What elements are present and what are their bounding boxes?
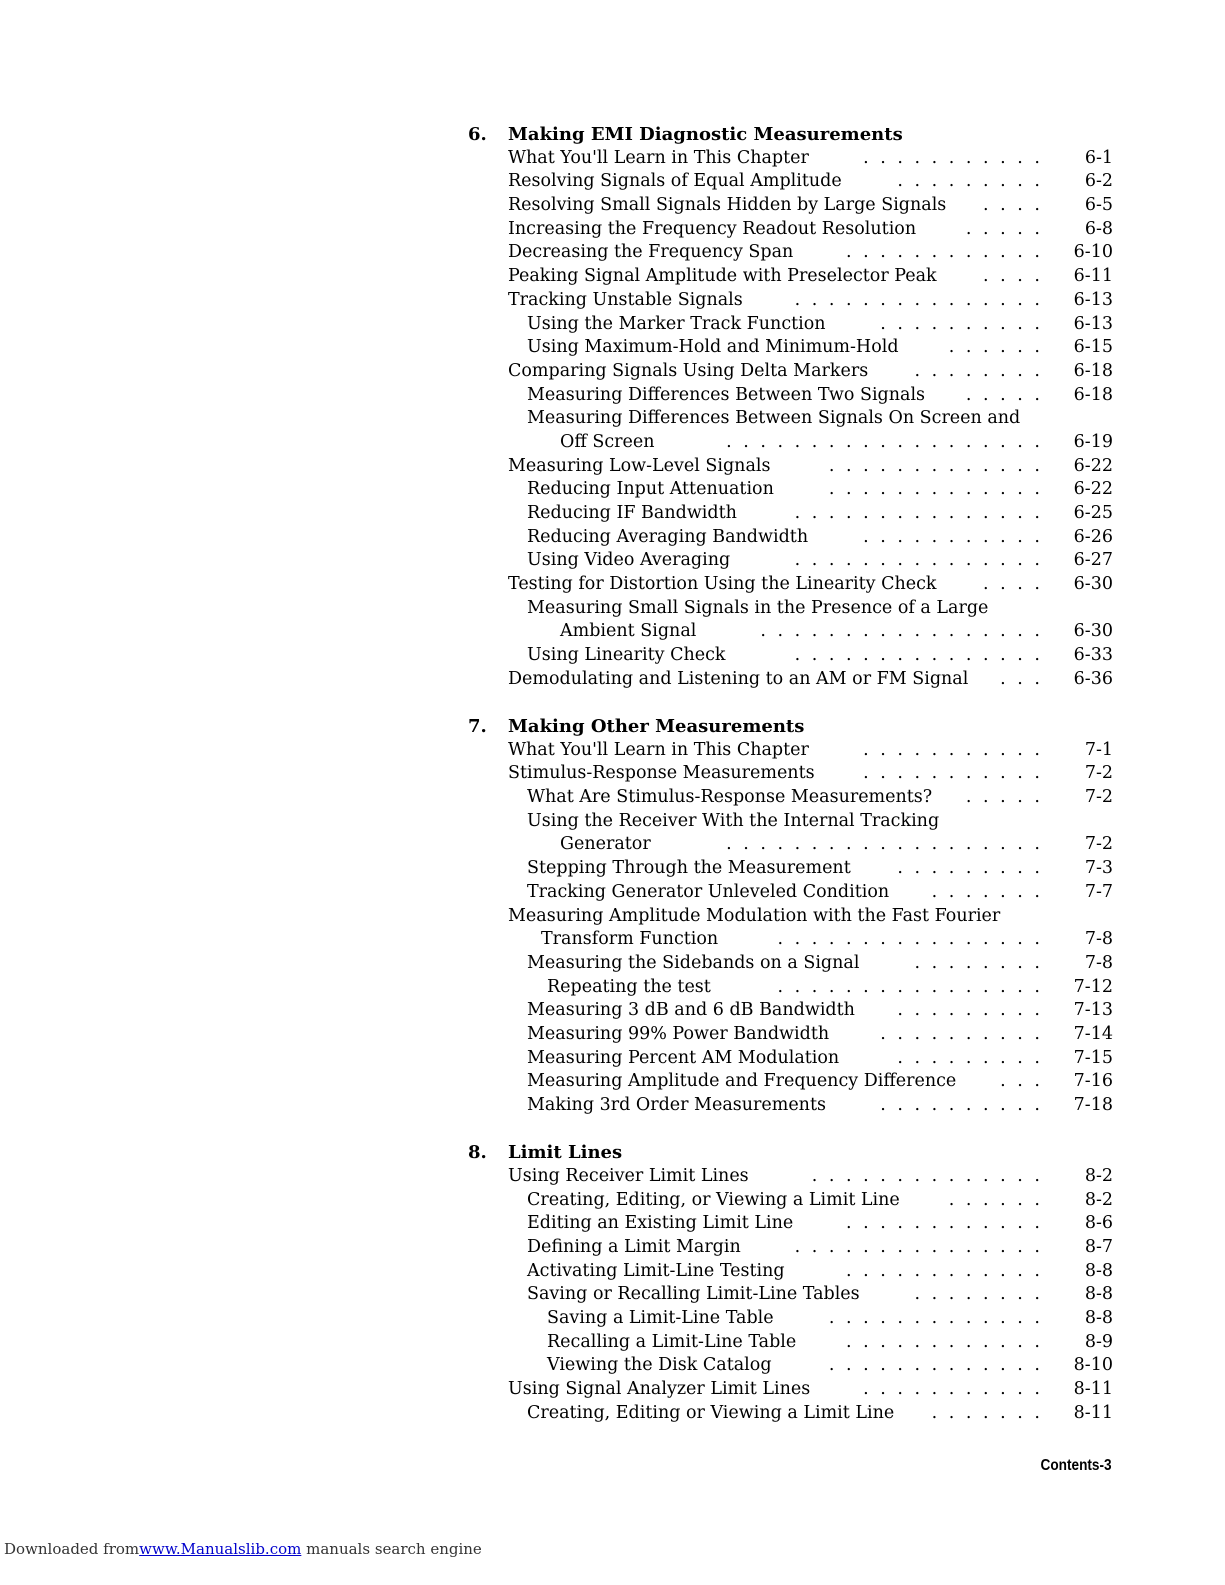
toc-entry[interactable] [468, 1236, 1113, 1260]
toc-entry-title: Stimulus-Response Measurements [508, 763, 815, 784]
toc-entry[interactable] [468, 1165, 1113, 1189]
toc-page-number: 6-33 [1073, 645, 1113, 666]
toc-page-number: 8-2 [1084, 1189, 1113, 1210]
dot-leader: . . . . [983, 266, 1040, 287]
chapter-heading[interactable] [468, 123, 1113, 147]
toc-entry[interactable] [468, 1070, 1113, 1094]
dot-leader: . . . . . . . . . . . . . . . [794, 645, 1040, 666]
toc-page-number: 6-13 [1073, 289, 1113, 310]
dot-leader: . . . . . . . . . . . . . . . . [777, 976, 1040, 997]
chapter-heading[interactable] [468, 715, 1113, 739]
toc-entry[interactable] [468, 762, 1113, 786]
dot-leader: . . . . . . [948, 337, 1040, 358]
toc-entry-title: Using the Marker Track Function [527, 313, 826, 334]
toc-page-number: 7-1 [1084, 739, 1113, 760]
dot-leader: . . . . . . . . . . . . [846, 242, 1040, 263]
toc-page-number: 8-8 [1084, 1308, 1113, 1328]
toc-entry-title: What You'll Learn in This Chapter [508, 147, 809, 168]
dot-leader: . . . . . . . . . . . . . . . . . . . [726, 834, 1040, 855]
toc-entry-title: Viewing the Disk Catalog [547, 1355, 772, 1376]
toc-page-number: 6-26 [1073, 526, 1113, 547]
toc-entry[interactable] [468, 1094, 1113, 1118]
toc-entry-title: What Are Stimulus-Response Measurements? [527, 787, 933, 808]
toc-page-number: 6-30 [1073, 574, 1113, 595]
toc-entry[interactable] [468, 478, 1113, 502]
dot-leader: . . . . . [965, 218, 1040, 239]
toc-entry-title: Using the Receiver With the Internal Tracking [527, 810, 940, 831]
toc-page-number: 7-3 [1084, 858, 1113, 879]
dot-leader: . . . . [983, 574, 1040, 595]
toc-entry-title: Decreasing the Frequency Span [508, 242, 794, 263]
dot-leader: . . . . . . . . . [897, 1000, 1040, 1021]
toc-page-number: 7-14 [1073, 1023, 1113, 1044]
toc-entry[interactable] [468, 928, 1113, 952]
toc-entry[interactable] [468, 999, 1113, 1023]
toc-entry[interactable] [468, 336, 1113, 360]
toc-entry[interactable] [468, 289, 1113, 313]
toc-page-number: 6-22 [1073, 479, 1113, 500]
toc-entry-title: Measuring 99% Power Bandwidth [527, 1023, 830, 1044]
toc-entry-title: Reducing Averaging Bandwidth [527, 526, 809, 547]
toc-page-number: 8-11 [1073, 1402, 1113, 1423]
toc-entry-title: Saving or Recalling Limit-Line Tables [527, 1284, 860, 1305]
dot-leader: . . . . . . . [931, 1402, 1040, 1423]
toc-entry-title: Tracking Generator Unleveled Condition [527, 881, 890, 902]
chapter-section [468, 123, 1113, 692]
toc-page-number: 6-1 [1084, 147, 1113, 168]
dot-leader: . . . . . . . . . . . . [846, 1260, 1040, 1281]
dot-leader: . . . . . . . . . . . [863, 147, 1040, 168]
toc-entry-title: Editing an Existing Limit Line [527, 1213, 794, 1234]
toc-entry[interactable] [468, 313, 1113, 337]
toc-entry[interactable] [468, 1378, 1113, 1402]
toc-page-number: 7-2 [1084, 834, 1113, 855]
toc-entry-title: Making 3rd Order Measurements [527, 1095, 826, 1115]
toc-entry-title: Transform Function [541, 929, 719, 950]
toc-entry[interactable] [468, 644, 1113, 668]
toc-entry[interactable] [468, 194, 1113, 218]
toc-entry-title: Creating, Editing or Viewing a Limit Line [527, 1402, 895, 1423]
toc-entry[interactable] [468, 431, 1113, 455]
dot-leader: . . . . . . . . . . . [863, 1379, 1040, 1400]
dot-leader: . . . . . . . . . . . . . . . [794, 503, 1040, 523]
toc-entry-title: Measuring Differences Between Signals On Screen and [527, 408, 1021, 429]
toc-entry[interactable] [468, 407, 1113, 431]
toc-page-number: 6-19 [1073, 431, 1113, 452]
toc-entry[interactable] [468, 241, 1113, 265]
toc-entry[interactable] [468, 952, 1113, 976]
dot-leader: . . . . . [965, 787, 1040, 808]
dot-leader: . . . . . . . . . . . . . . . . . [760, 621, 1040, 642]
dot-leader: . . . . . . . . . [897, 858, 1040, 879]
toc-entry-title: Generator [560, 834, 651, 855]
toc-entry-title: Using Linearity Check [527, 645, 726, 666]
toc-entry[interactable] [468, 1212, 1113, 1236]
toc-entry-title: Using Receiver Limit Lines [508, 1165, 749, 1186]
toc-entry[interactable] [468, 786, 1113, 810]
toc-entry[interactable] [468, 1047, 1113, 1071]
dot-leader: . . . . . . . . . . . . [846, 1213, 1040, 1234]
toc-page-number: 7-18 [1073, 1095, 1113, 1115]
toc-entry-title: Measuring Low-Level Signals [508, 455, 771, 476]
toc-entry-title: Repeating the test [547, 976, 711, 997]
toc-entry[interactable] [468, 1189, 1113, 1213]
dot-leader: . . . . . . . . . . . . . [828, 1355, 1040, 1376]
dot-leader: . . . . . . . . . . . . . . [811, 1165, 1040, 1186]
toc-entry[interactable] [468, 620, 1113, 644]
toc-entry-title: Measuring 3 dB and 6 dB Bandwidth [527, 1000, 855, 1021]
toc-entry-title: Activating Limit-Line Testing [527, 1260, 785, 1281]
toc-page-number: 6-36 [1073, 668, 1113, 689]
chapter-number: 7. [468, 716, 487, 737]
dot-leader: . . . . . . . . . . . . . . . [794, 289, 1040, 310]
dot-leader: . . . . . . . . [914, 360, 1040, 381]
chapter-number: 8. [468, 1142, 487, 1164]
toc-entry-title: Tracking Unstable Signals [508, 289, 743, 310]
toc-entry[interactable] [468, 384, 1113, 408]
dot-leader: . . . . . [965, 384, 1040, 405]
toc-page-number: 7-16 [1073, 1071, 1113, 1092]
toc-entry[interactable] [468, 976, 1113, 1000]
toc-page-number: 7-8 [1084, 929, 1113, 950]
dot-leader: . . . . . . . . [914, 1284, 1040, 1305]
toc-page-number: 6-8 [1084, 218, 1113, 239]
chapter-title: Making Other Measurements [508, 716, 805, 737]
chapter-title: Limit Lines [508, 1142, 623, 1164]
toc-entry-title: Stepping Through the Measurement [527, 858, 851, 879]
toc-entry[interactable] [468, 833, 1113, 857]
toc-entry[interactable] [468, 1354, 1113, 1378]
toc-page-number: 8-9 [1084, 1331, 1113, 1352]
toc-page-number: 8-10 [1073, 1355, 1113, 1376]
toc-entry-title: Resolving Signals of Equal Amplitude [508, 171, 842, 192]
toc-page-number: 7-15 [1073, 1047, 1113, 1068]
toc-page-number: 6-2 [1084, 171, 1113, 192]
toc-page-number: 7-7 [1084, 881, 1113, 902]
toc-page-number: 6-22 [1073, 455, 1113, 476]
toc-page-number: 7-13 [1073, 1000, 1113, 1021]
toc-entry-title: Saving a Limit-Line Table [547, 1308, 774, 1328]
toc-page-number: 6-11 [1073, 266, 1113, 287]
toc-entry-title: Peaking Signal Amplitude with Preselector Peak [508, 266, 937, 287]
toc-entry-title: Comparing Signals Using Delta Markers [508, 360, 869, 381]
dot-leader: . . . . . . . . . . . . . . . . [777, 929, 1040, 950]
toc-entry[interactable] [468, 1023, 1113, 1047]
toc-entry-title: Using Maximum-Hold and Minimum-Hold [527, 337, 899, 358]
toc-entry-title: Defining a Limit Margin [527, 1236, 741, 1257]
toc-entry-title: Measuring Small Signals in the Presence of a Large [527, 597, 989, 618]
dot-leader: . . . . . . . . . . [880, 1095, 1040, 1115]
download-notice [4, 1540, 482, 1558]
toc-entry[interactable] [468, 905, 1113, 929]
dot-leader: . . . . . . . . . . [880, 313, 1040, 334]
toc-entry[interactable] [468, 1307, 1113, 1331]
toc-page-number: 7-2 [1084, 763, 1113, 784]
toc-entry[interactable] [468, 810, 1113, 834]
toc-page-number: 6-5 [1084, 195, 1113, 216]
toc-entry-title: Measuring the Sidebands on a Signal [527, 952, 860, 973]
toc-entry-title: What You'll Learn in This Chapter [508, 739, 809, 760]
download-prefix: Downloaded from [4, 1540, 140, 1558]
dot-leader: . . . . . . . . . [897, 171, 1040, 192]
dot-leader: . . . . . . . . . . . [863, 739, 1040, 760]
toc-entry[interactable] [468, 502, 1113, 526]
dot-leader: . . . . . . . . . . . . . . . . . . . [726, 431, 1040, 452]
toc-page-number: 6-27 [1073, 550, 1113, 571]
toc-entry[interactable] [468, 739, 1113, 763]
toc-page-number: 7-8 [1084, 952, 1113, 973]
toc-entry-title: Resolving Small Signals Hidden by Large Signals [508, 195, 947, 216]
toc-entry-title: Reducing Input Attenuation [527, 479, 774, 500]
dot-leader: . . . . . . [948, 1189, 1040, 1210]
toc-entry[interactable] [468, 360, 1113, 384]
toc-entry-title: Measuring Amplitude and Frequency Difference [527, 1071, 957, 1092]
dot-leader: . . . . . . . . . . . . . [828, 479, 1040, 500]
toc-entry[interactable] [468, 881, 1113, 905]
chapter-number: 6. [468, 124, 487, 145]
toc-page-number: 6-13 [1073, 313, 1113, 334]
toc-entry[interactable] [468, 147, 1113, 171]
toc-page-number: 8-2 [1084, 1165, 1113, 1186]
toc-entry[interactable] [468, 573, 1113, 597]
toc-entry-title: Increasing the Frequency Readout Resolution [508, 218, 917, 239]
toc-entry[interactable] [468, 170, 1113, 194]
toc-entry-title: Demodulating and Listening to an AM or FM Signal [508, 668, 969, 689]
toc-entry-title: Measuring Differences Between Two Signals [527, 384, 926, 405]
table-of-contents [468, 123, 1113, 1449]
chapter-section [468, 715, 1113, 1118]
toc-page-number: 6-18 [1073, 360, 1113, 381]
dot-leader: . . . [1000, 668, 1040, 689]
dot-leader: . . . . . . . . . . . [863, 526, 1040, 547]
toc-page-number: 6-15 [1073, 337, 1113, 358]
toc-page-number: 8-8 [1084, 1260, 1113, 1281]
dot-leader: . . . [1000, 1071, 1040, 1092]
toc-entry-title: Reducing IF Bandwidth [527, 503, 737, 523]
toc-entry[interactable] [468, 1402, 1113, 1426]
toc-entry[interactable] [468, 597, 1113, 621]
chapter-title: Making EMI Diagnostic Measurements [508, 124, 903, 145]
download-suffix: manuals search engine [306, 1540, 482, 1558]
dot-leader: . . . . . . . . . . . [863, 763, 1040, 784]
dot-leader: . . . . . . . . . . . . [846, 1331, 1040, 1352]
toc-entry[interactable] [468, 455, 1113, 479]
chapter-heading[interactable] [468, 1141, 1113, 1165]
toc-entry[interactable] [468, 265, 1113, 289]
toc-entry[interactable] [468, 549, 1113, 573]
toc-entry-title: Using Signal Analyzer Limit Lines [508, 1379, 811, 1400]
toc-page-number: 8-11 [1073, 1379, 1113, 1400]
toc-entry-title: Measuring Amplitude Modulation with the Fast Fourier [508, 905, 1001, 926]
dot-leader: . . . . . . . . . . [880, 1023, 1040, 1044]
toc-page-number: 6-30 [1073, 621, 1113, 642]
toc-entry-title: Off Screen [560, 431, 655, 452]
toc-page-number: 6-10 [1073, 242, 1113, 263]
chapter-section [468, 1141, 1113, 1425]
manualslib-link[interactable]: www.Manualslib.com [139, 1540, 302, 1558]
dot-leader: . . . . . . . . . . . . . [828, 1308, 1040, 1328]
toc-page-number: 7-2 [1084, 787, 1113, 808]
toc-page-number: 7-12 [1073, 976, 1113, 997]
dot-leader: . . . . . . . . . . . . . [828, 455, 1040, 476]
toc-entry[interactable] [468, 1260, 1113, 1284]
toc-page-number: 8-7 [1084, 1236, 1113, 1257]
toc-entry-title: Measuring Percent AM Modulation [527, 1047, 840, 1068]
toc-entry[interactable] [468, 218, 1113, 242]
toc-entry-title: Testing for Distortion Using the Linearity Check [508, 574, 937, 595]
toc-entry-title: Ambient Signal [560, 621, 697, 642]
dot-leader: . . . . . . . . . [897, 1047, 1040, 1068]
dot-leader: . . . . . . . . [914, 952, 1040, 973]
toc-entry[interactable] [468, 668, 1113, 692]
toc-page-number: 8-8 [1084, 1284, 1113, 1305]
dot-leader: . . . . . . . . . . . . . . . [794, 550, 1040, 571]
dot-leader: . . . . . . . . . . . . . . . [794, 1236, 1040, 1257]
dot-leader: . . . . [983, 195, 1040, 216]
toc-entry-title: Using Video Averaging [527, 550, 731, 571]
toc-entry-title: Recalling a Limit-Line Table [547, 1331, 797, 1352]
page-number: Contents-3 [1040, 1457, 1112, 1474]
toc-page-number: 6-25 [1073, 503, 1113, 523]
toc-entry[interactable] [468, 526, 1113, 550]
toc-page-number: 8-6 [1084, 1213, 1113, 1234]
toc-entry[interactable] [468, 1331, 1113, 1355]
toc-entry[interactable] [468, 857, 1113, 881]
toc-entry[interactable] [468, 1283, 1113, 1307]
toc-page-number: 6-18 [1073, 384, 1113, 405]
toc-entry-title: Creating, Editing, or Viewing a Limit Line [527, 1189, 900, 1210]
dot-leader: . . . . . . . [931, 881, 1040, 902]
